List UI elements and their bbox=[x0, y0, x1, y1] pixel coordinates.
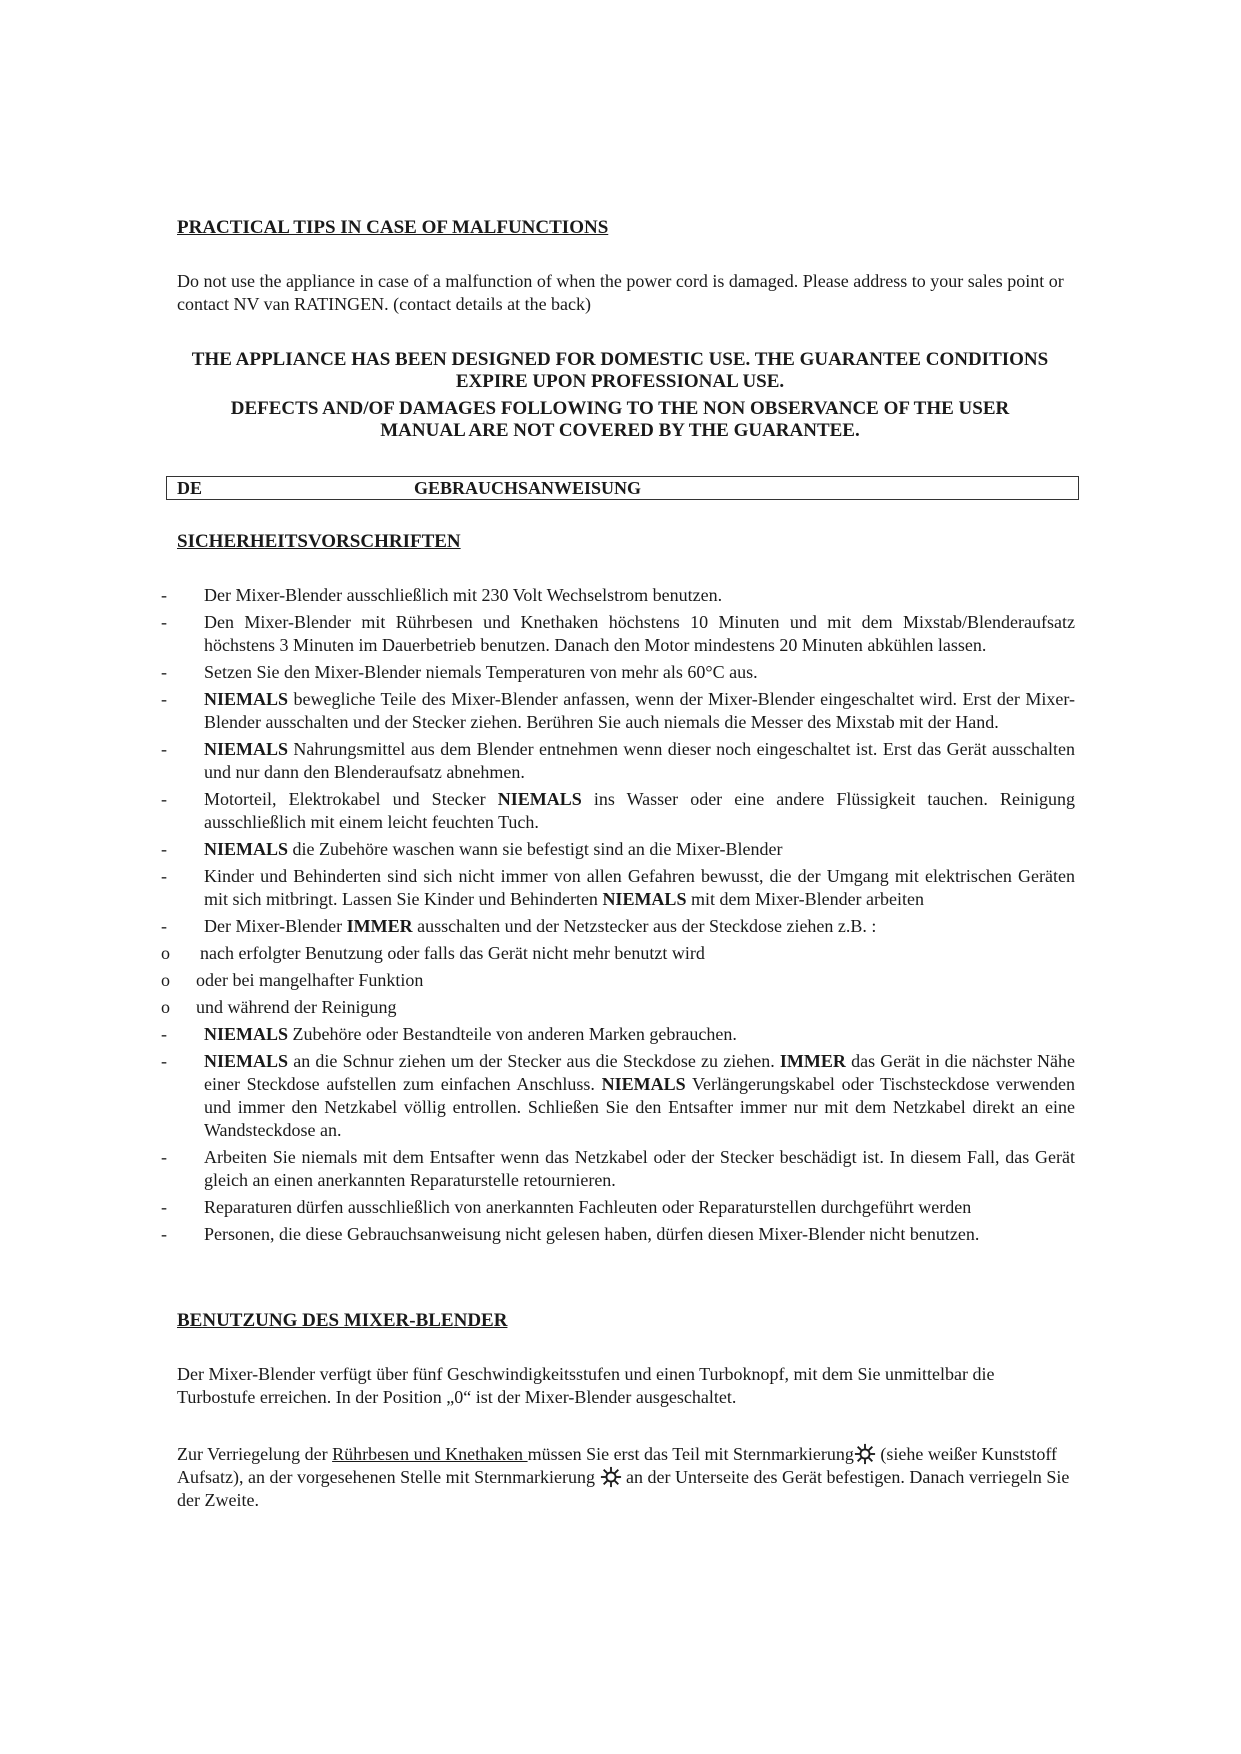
list-item: - Arbeiten Sie niemals mit dem Entsafter wenn das Netzkabel oder der Stecker beschädigt ist. In diesem Fall, das Gerät gleich an einen anerkannten Reparaturstelle retournieren. bbox=[161, 1147, 1075, 1190]
list-item: - Reparaturen dürfen ausschließlich von anerkannten Fachleuten oder Reparaturstellen durchgeführt werden bbox=[161, 1197, 972, 1217]
list-item: - Den Mixer-Blender mit Rührbesen und Knethaken höchstens 10 Minuten und mit dem Mixstab/Blenderaufsatz höchstens 3 Minuten im Dauerbetrieb benutzen. Danach den Motor mindestens 20 Minuten abkühlen lassen. bbox=[161, 612, 1075, 655]
list-item: - Motorteil, Elektrokabel und Stecker NIEMALS ins Wasser oder eine andere Flüssigkeit tauchen. Reinigung ausschließlich mit einem leicht feuchten Tuch. bbox=[161, 789, 1075, 832]
list-item: - NIEMALS bewegliche Teile des Mixer-Blender anfassen, wenn der Mixer-Blender eingeschaltet wird. Erst der Mixer-Blender ausschalten und der Stecker ziehen. Berühren Sie auch niemals die Messer des Mixstab mit der Hand. bbox=[161, 689, 1075, 732]
notice-line-3: DEFECTS AND/OF DAMAGES FOLLOWING TO THE NON OBSERVANCE OF THE USER bbox=[230, 398, 1010, 419]
safety-heading: SICHERHEITSVORSCHRIFTEN bbox=[177, 531, 461, 552]
usage-paragraph-1: Der Mixer-Blender verfügt über fünf Geschwindigkeitsstufen und einen Turboknopf, mit dem Sie unmittelbar die Turbostufe erreichen. In der Position „0“ ist der Mixer-Blender ausgeschaltet. bbox=[177, 1364, 995, 1407]
list-item: - NIEMALS die Zubehöre waschen wann sie befestigt sind an die Mixer-Blender bbox=[161, 839, 783, 859]
guarantee-notice-1 bbox=[160, 349, 1080, 393]
list-item: - NIEMALS an die Schnur ziehen um der Stecker aus die Steckdose zu ziehen. IMMER das Gerät in die nächster Nähe einer Steckdose aufstellen zum einfachen Anschluss. NIEMALS Verlängerungskabel oder Tischsteckdose verwenden und immer den Netzkabel völlig entrollen. Schließen Sie den Entsafter immer nur mit dem Netzkabel direkt an eine Wandsteckdose an. bbox=[161, 1051, 1076, 1140]
list-item: - Kinder und Behinderten sind sich nicht immer von allen Gefahren bewusst, die der Umgang mit elektrischen Geräten mit sich mitbringt. Lassen Sie Kinder und Behinderten NIEMALS mit dem Mixer-Blender arbeiten bbox=[161, 866, 1075, 909]
list-item: - Personen, die diese Gebrauchsanweisung nicht gelesen haben, dürfen diesen Mixer-Blender nicht benutzen. bbox=[161, 1224, 980, 1244]
list-item: - NIEMALS Zubehöre oder Bestandteile von anderen Marken gebrauchen. bbox=[161, 1024, 737, 1044]
list-item: - Setzen Sie den Mixer-Blender niemals Temperaturen von mehr als 60°C aus. bbox=[161, 662, 758, 682]
star-mark-icon bbox=[600, 1466, 622, 1488]
safety-rules-list bbox=[160, 584, 1075, 1250]
guarantee-notice-2 bbox=[160, 398, 1080, 442]
list-item: - Der Mixer-Blender IMMER ausschalten und der Netzstecker aus der Steckdose ziehen z.B. : bbox=[161, 916, 877, 936]
list-item: - NIEMALS Nahrungsmittel aus dem Blender entnehmen wenn dieser noch eingeschaltet ist. Erst das Gerät ausschalten und nur dann den Blenderaufsatz abnehmen. bbox=[161, 739, 1075, 782]
malfunction-paragraph: Do not use the appliance in case of a malfunction of when the power cord is damaged. Please address to your sales point or contact NV van RATINGEN. (contact details at the back) bbox=[177, 271, 1064, 314]
usage-paragraph-2: Zur Verriegelung der Rührbesen und Knethaken müssen Sie erst das Teil mit Sternmarkierung (siehe weißer Kunststoff Aufsatz), an der vorgesehenen Stelle mit Sternmarkierung an der Unterseite des Gerät befestigen. Danach verriegeln Sie der Zweite. bbox=[177, 1444, 1070, 1510]
usage-heading: BENUTZUNG DES MIXER-BLENDER bbox=[177, 1310, 508, 1331]
list-item: - Der Mixer-Blender ausschließlich mit 230 Volt Wechselstrom benutzen. bbox=[161, 585, 723, 605]
malfunction-heading: PRACTICAL TIPS IN CASE OF MALFUNCTIONS bbox=[177, 217, 609, 238]
notice-line-2: EXPIRE UPON PROFESSIONAL USE. bbox=[455, 371, 785, 392]
whisk-hook-link-text: Rührbesen und Knethaken bbox=[332, 1444, 528, 1464]
banner-title: GEBRAUCHSANWEISUNG bbox=[414, 478, 642, 498]
star-mark-icon bbox=[854, 1443, 876, 1465]
list-item: o oder bei mangelhafter Funktion bbox=[161, 970, 424, 990]
list-item: o und während der Reinigung bbox=[161, 997, 397, 1017]
language-code: DE bbox=[177, 478, 203, 498]
list-item: o nach erfolgter Benutzung oder falls das Gerät nicht mehr benutzt wird bbox=[161, 943, 705, 963]
language-banner bbox=[166, 476, 1079, 500]
notice-line-1: THE APPLIANCE HAS BEEN DESIGNED FOR DOMESTIC USE. THE GUARANTEE CONDITIONS bbox=[191, 349, 1049, 370]
notice-line-4: MANUAL ARE NOT COVERED BY THE GUARANTEE. bbox=[380, 420, 860, 441]
